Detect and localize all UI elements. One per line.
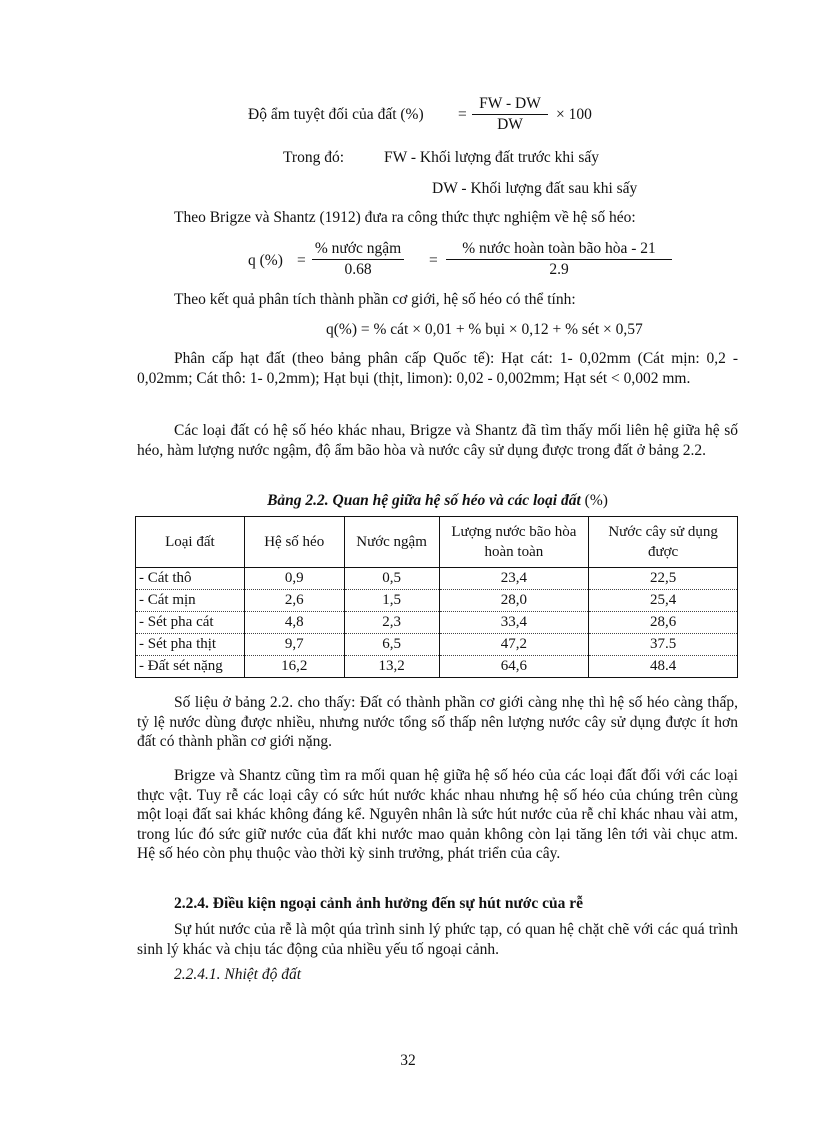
solieu-paragraph: Số liệu ở bảng 2.2. cho thấy: Đất có thành phần cơ giới càng nhẹ thì hệ số héo càng thấp, tỷ lệ nước dùng được nhiều, nhưng nước tổng số thấp nên lượng nước cây sử dụng được ít hơn đất có thành phần cơ giới nặng. [137, 694, 738, 750]
table-cell: 4,8 [244, 612, 344, 634]
table-header-row [136, 517, 738, 568]
brigze2-paragraph: Brigze và Shantz cũng tìm ra mối quan hệ giữa hệ số héo của các loại đất đối với các loại thực vật. Tuy rễ các loại cây có sức hút nước khác nhau nhưng hệ số héo của chúng trên cùng một loại đất sai khác không đáng kể. Nguyên nhân là sức hút nước của rễ chỉ khác nhau vài atm, trong lúc đó sức giữ nước của đất khi nước mao quản không còn lại tăng lên tới vài chục atm. Hệ số héo còn phụ thuộc vào thời kỳ sinh trưởng, phát triển của cây. [137, 767, 738, 862]
subsection-heading-2-2-4-1: 2.2.4.1. Nhiệt độ đất [174, 966, 302, 983]
table-header-cell: Nước ngậm [344, 517, 439, 568]
table-row [136, 634, 738, 656]
table-cell: - Đất sét nặng [136, 656, 245, 678]
table-caption [137, 492, 738, 510]
table-header-cell: Hệ số héo [244, 517, 344, 568]
table-cell: 0,5 [344, 568, 439, 590]
table-caption-title: Bảng 2.2. Quan hệ giữa hệ số héo và các loại đất [267, 492, 581, 509]
brigze-intro: Theo Brigze và Shantz (1912) đưa ra công thức thực nghiệm về hệ số héo: [174, 209, 636, 226]
formula1-equals: = [458, 106, 467, 123]
formula2-equals-2: = [429, 252, 438, 269]
formula2-fraction-2 [446, 240, 672, 279]
table-row [136, 590, 738, 612]
formula2-fraction-1 [312, 240, 404, 279]
section-heading-2-2-4: 2.2.4. Điều kiện ngoại cảnh ảnh hưởng đến sự hút nước của rễ [174, 895, 583, 912]
table-cell: 22,5 [589, 568, 738, 590]
where-fw: FW - Khối lượng đất trước khi sấy [384, 149, 600, 166]
table-cell: - Cát thô [136, 568, 245, 590]
table-header-cell: Nước cây sử dụng được [589, 517, 738, 568]
table-header-cell: Lượng nước bão hòa hoàn toàn [439, 517, 589, 568]
where-label: Trong đó: [283, 149, 345, 166]
formula1-numerator: FW - DW [472, 95, 548, 115]
table-caption-unit: (%) [584, 492, 608, 509]
formula2-denominator-2: 2.9 [549, 261, 569, 278]
table-cell: - Sét pha thịt [136, 634, 245, 656]
table-cell: 28,0 [439, 590, 589, 612]
table-header-cell: Loại đất [136, 517, 245, 568]
suhut-paragraph: Sự hút nước của rễ là một qúa trình sinh lý phức tạp, có quan hệ chặt chẽ với các quá trình sinh lý khác và chịu tác động của nhiều yếu tố ngoại cảnh. [137, 921, 738, 958]
table-cell: 2,3 [344, 612, 439, 634]
formula1-times: × 100 [556, 106, 592, 123]
formula2-denominator-1: 0.68 [344, 261, 372, 278]
table-cell: - Cát mịn [136, 590, 245, 612]
table-cell: 33,4 [439, 612, 589, 634]
table-cell: 0,9 [244, 568, 344, 590]
formula1-lhs: Độ ẩm tuyệt đối của đất (%) [248, 106, 424, 123]
formula2-numerator-1: % nước ngậm [312, 240, 404, 260]
formula2-lhs: q (%) [248, 252, 283, 269]
table-cell: 25,4 [589, 590, 738, 612]
table-cell: 1,5 [344, 590, 439, 612]
table-cell: 6,5 [344, 634, 439, 656]
cacloai-paragraph: Các loại đất có hệ số héo khác nhau, Brigze và Shantz đã tìm thấy mối liên hệ giữa hệ số héo, hàm lượng nước ngậm, độ ẩm bão hòa và nước cây sử dụng được trong đất ở bảng 2.2. [137, 422, 738, 459]
soil-table [135, 516, 738, 678]
page-number: 32 [400, 1052, 416, 1069]
table-cell: 28,6 [589, 612, 738, 634]
table-cell: 23,4 [439, 568, 589, 590]
table-row [136, 612, 738, 634]
table-cell: 64,6 [439, 656, 589, 678]
table-cell: 16,2 [244, 656, 344, 678]
table-cell: 2,6 [244, 590, 344, 612]
table-cell: 47,2 [439, 634, 589, 656]
ketqua-paragraph: Theo kết quả phân tích thành phần cơ giới, hệ số héo có thể tính: [174, 291, 576, 308]
table-cell: 9,7 [244, 634, 344, 656]
table-cell: 37.5 [589, 634, 738, 656]
formula2-numerator-2: % nước hoàn toàn bão hòa - 21 [446, 240, 672, 260]
where-dw: DW - Khối lượng đất sau khi sấy [432, 180, 638, 197]
formula1-denominator: DW [497, 116, 523, 133]
table-row [136, 568, 738, 590]
formula2-equals-1: = [297, 252, 306, 269]
phancap-paragraph: Phân cấp hạt đất (theo bảng phân cấp Quốc tế): Hạt cát: 1- 0,02mm (Cát mịn: 0,2 - 0,02mm; Cát thô: 1- 0,2mm); Hạt bụi (thịt, limon): 0,02 - 0,002mm; Hạt sét < 0,002 mm. [137, 350, 738, 387]
table-cell: - Sét pha cát [136, 612, 245, 634]
table-row [136, 656, 738, 678]
table-cell: 13,2 [344, 656, 439, 678]
table-cell: 48.4 [589, 656, 738, 678]
formula1-fraction [472, 95, 548, 134]
formula3: q(%) = % cát × 0,01 + % bụi × 0,12 + % sét × 0,57 [326, 321, 643, 338]
